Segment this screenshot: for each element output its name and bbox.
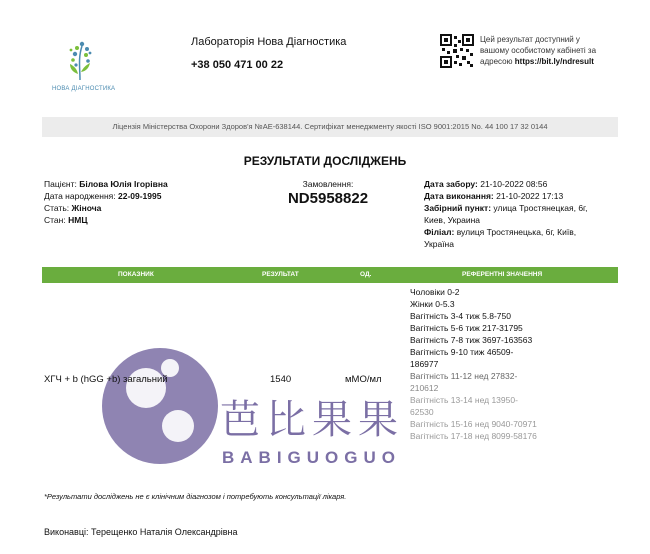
reference-line: Вагітність 3-4 тиж 5.8-750: [410, 311, 511, 321]
reference-line: Вагітність 17-18 нед 8099-58176: [410, 431, 537, 441]
done-date: 21-10-2022 17:13: [496, 191, 564, 201]
result-link[interactable]: https://bit.ly/ndresult: [514, 57, 594, 66]
sampling-info: [424, 178, 624, 250]
patient-state-label: Стан:: [44, 215, 66, 225]
col-unit: ОД.: [360, 271, 372, 278]
reference-line: Вагітність 13-14 нед 13950-: [410, 395, 518, 405]
watermark: [100, 340, 430, 475]
patient-state: НМЦ: [68, 215, 88, 225]
reference-line: 186977: [410, 359, 439, 369]
reference-line: 210612: [410, 383, 439, 393]
branch-2: Україна: [424, 239, 454, 249]
watermark-en: BABIGUOGUO: [222, 448, 401, 467]
license-bar: Ліцензія Міністерства Охорони Здоров'я №AE-638144. Сертифікат менеджменту якості ISO 9001:2015 No. 44 100 17 32 0144: [42, 117, 618, 137]
logo-subtitle: НОВА ДІАГНОСТИКА: [52, 86, 116, 92]
collection-point-1: улица Тростянецкая, 6г,: [493, 203, 588, 213]
col-reference: РЕФЕРЕНТНІ ЗНАЧЕННЯ: [462, 271, 543, 278]
patient-name: Білова Юлія Ігорівна: [79, 179, 168, 189]
collection-point-2: Киев, Украина: [424, 215, 481, 225]
executor: [44, 527, 238, 537]
lab-name: Лабораторія Нова Діагностика: [191, 36, 347, 48]
reference-line: Вагітність 15-16 нед 9040-70971: [410, 419, 537, 429]
col-result: РЕЗУЛЬТАТ: [262, 271, 299, 278]
order-number: ND5958822: [287, 190, 369, 207]
collection-point-label: Забірний пункт:: [424, 203, 492, 213]
row-unit: мМО/мл: [345, 374, 382, 385]
patient-sex-label: Стать:: [44, 203, 70, 213]
lab-logo: [52, 38, 112, 82]
col-indicator: ПОКАЗНИК: [118, 271, 154, 278]
collect-date-label: Дата забору:: [424, 179, 478, 189]
qr-caption-line2: вашому особистому кабінеті за: [480, 46, 597, 55]
watermark-logo-icon: [100, 340, 220, 472]
watermark-cn: 芭比果果: [220, 397, 404, 443]
executor-name: Терещенко Наталія Олександрівна: [91, 527, 238, 537]
qr-code-icon: [440, 34, 474, 68]
patient-dob-label: Дата народження:: [44, 191, 116, 201]
page-title: РЕЗУЛЬТАТИ ДОСЛІДЖЕНЬ: [243, 154, 407, 168]
results-table-header: [42, 267, 618, 283]
branch-label: Філіал:: [424, 227, 455, 237]
reference-line: Жінки 0-5.3: [410, 299, 455, 309]
reference-line: Вагітність 9-10 тиж 46509-: [410, 347, 514, 357]
reference-line: Вагітність 7-8 тиж 3697-163563: [410, 335, 533, 345]
executor-label: Виконавці:: [44, 527, 89, 537]
row-indicator: ХГЧ + b (hGG +b) загальний: [44, 374, 168, 385]
collect-date: 21-10-2022 08:56: [480, 179, 548, 189]
reference-line: Вагітність 11-12 нед 27832-: [410, 371, 518, 381]
lab-phone: +38 050 471 00 22: [191, 59, 284, 71]
done-date-label: Дата виконання:: [424, 191, 494, 201]
patient-sex: Жіноча: [71, 203, 102, 213]
reference-line: 62530: [410, 407, 434, 417]
patient-name-label: Пацієнт:: [44, 179, 77, 189]
row-result: 1540: [270, 374, 292, 385]
reference-line: Чоловіки 0-2: [410, 287, 460, 297]
disclaimer-note: *Результати досліджень не є клінічним діагнозом і потребують консультації лікаря.: [44, 492, 347, 501]
branch-1: вулиця Тростянецька, 6г, Київ,: [456, 227, 577, 237]
patient-dob: 22-09-1995: [117, 191, 162, 201]
patient-info: [44, 178, 168, 226]
qr-caption-line1: Цей результат доступний у: [480, 35, 580, 44]
order-label: Замовлення:: [302, 179, 354, 189]
qr-caption-line3: адресою: [480, 57, 515, 66]
lab-logo-icon: [52, 38, 112, 82]
reference-line: Вагітність 5-6 тиж 217-31795: [410, 323, 523, 333]
qr-caption: [480, 34, 650, 67]
